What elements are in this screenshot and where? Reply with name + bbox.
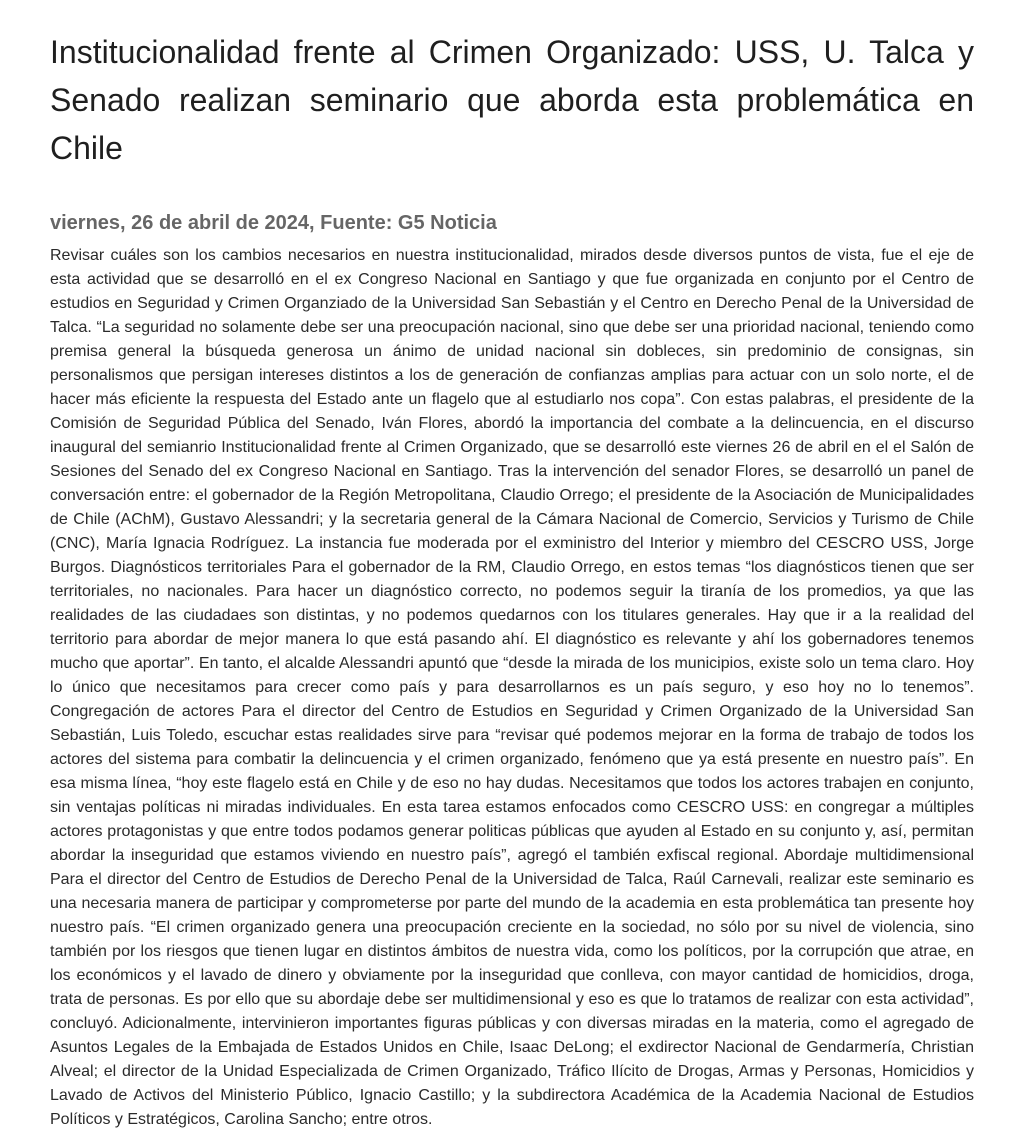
article-title: Institucionalidad frente al Crimen Organizado: USS, U. Talca y Senado realizan seminario que aborda esta problemática en Chile xyxy=(50,34,974,166)
article-date-source: viernes, 26 de abril de 2024, Fuente: G5 Noticia xyxy=(50,212,497,234)
article-body: Revisar cuáles son los cambios necesarios en nuestra institucionalidad, mirados desde diversos puntos de vista, fue el eje de esta actividad que se desarrolló en el ex Congreso Nacional en Santiago y que fue organizada en conjunto por el Centro de estudios en Seguridad y Crimen Organziado de la Universidad San Sebastián y el Centro en Derecho Penal de la Universidad de Talca. “La seguridad no solamente debe ser una preocupación nacional, sino que debe ser una prioridad nacional, teniendo como premisa general la búsqueda generosa un ánimo de unidad nacional sin dobleces, sin predominio de consignas, sin personalismos que persigan intereses distintos a los de generación de confianzas amplias para actuar con un solo norte, el de hacer más eficiente la respuesta del Estado ante un flagelo que al estudiarlo nos copa”. Con estas palabras, el presidente de la Comisión de Seguridad Pública del Senado, Iván Flores, abordó la importancia del combate a la delincuencia, en el discurso inaugural del semianrio Institucionalidad frente al Crimen Organizado, que se desarrolló este viernes 26 de abril en el el Salón de Sesiones del Senado del ex Congreso Nacional en Santiago. Tras la intervención del senador Flores, se desarrolló un panel de conversación entre: el gobernador de la Región Metropolitana, Claudio Orrego; el presidente de la Asociación de Municipalidades de Chile (AChM), Gustavo Alessandri; y la secretaria general de la Cámara Nacional de Comercio, Servicios y Turismo de Chile (CNC), María Ignacia Rodríguez. La instancia fue moderada por el exministro del Interior y miembro del CESCRO USS, Jorge Burgos. Diagnósticos territoriales Para el gobernador de la RM, Claudio Orrego, en estos temas “los diagnósticos tienen que ser territoriales, no nacionales. Para hacer un diagnóstico correcto, no podemos seguir la tiranía de los promedios, ya que las realidades de las ciudadaes son distintas, y no podemos quedarnos con los titulares generales. Hay que ir a la realidad del territorio para abordar de mejor manera lo que está pasando ahí. El diagnóstico es relevante y ahí los gobernadores tenemos mucho que aportar”. En tanto, el alcalde Alessandri apuntó que “desde la mirada de los municipios, existe solo un tema claro. Hoy lo único que necesitamos para crecer como país y para desarrollarnos es un país seguro, y eso hoy no lo tenemos”. Congregación de actores Para el director del Centro de Estudios en Seguridad y Crimen Organizado de la Universidad San Sebastián, Luis Toledo, escuchar estas realidades sirve para “revisar qué podemos mejorar en la forma de trabajo de todos los actores del sistema para combatir la delincuencia y el crimen organizado, fenómeno que ya está presente en nuestro país”. En esa misma línea, “hoy este flagelo está en Chile y de eso no hay dudas. Necesitamos que todos los actores trabajen en conjunto, sin ventajas políticas ni miradas individuales. En esta tarea estamos enfocados como CESCRO USS: en congregar a múltiples actores protagonistas y que entre todos podamos generar politicas públicas que ayuden al Estado en su conjunto y, así, permitan abordar la inseguridad que estamos viviendo en nuestro país”, agregó el también exfiscal regional. Abordaje multidimensional Para el director del Centro de Estudios de Derecho Penal de la Universidad de Talca, Raúl Carnevali, realizar este seminario es una necesaria manera de participar y comprometerse por parte del mundo de la academia en esta problemática tan presente hoy nuestro país. “El crimen organizado genera una preocupación creciente en la sociedad, no sólo por su nivel de violencia, sino también por los riesgos que tienen lugar en distintos ámbitos de nuestra vida, como los políticos, por la corrupción que atrae, en los económicos y el lavado de dinero y obviamente por la inseguridad que conlleva, con mayor cantidad de homicidios, droga, trata de personas. Es por ello que su abordaje debe ser multidimensional y eso es que lo tratamos de realizar con esta actividad”, concluyó. Adicionalmente, intervinieron importantes figuras públicas y con diversas miradas en la materia, como el agregado de Asuntos Legales de la Embajada de Estados Unidos en Chile, Isaac DeLong; el exdirector Nacional de Gendarmería, Christian Alveal; el director de la Unidad Especializada de Crimen Organizado, Tráfico Ilícito de Drogas, Armas y Personas, Homicidios y Lavado de Activos del Ministerio Público, Ignacio Castillo; y la subdirectora Académica de la Academia Nacional de Estudios Políticos y Estratégicos, Carolina Sancho; entre otros. xyxy=(50,247,974,1128)
